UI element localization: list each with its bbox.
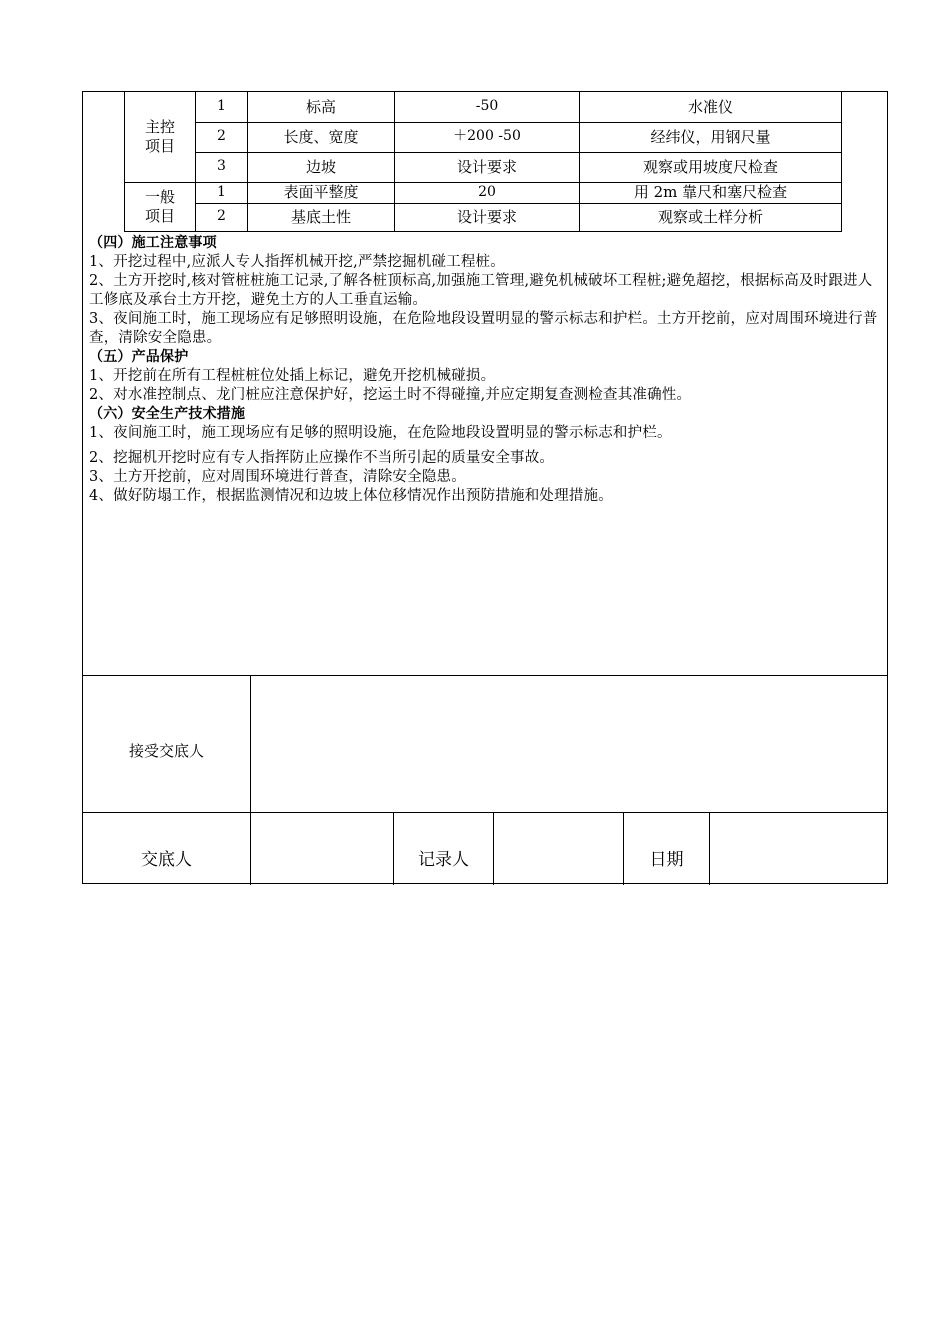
row-no: 1 [196,182,248,203]
note-item: 1、开挖过程中,应派人专人指挥机械开挖,严禁挖掘机碰工程桩。 [89,254,505,270]
note-item: 3、土方开挖前，应对周围环境进行普查，清除安全隐患。 [89,469,466,485]
group-name: 一般项目 [125,182,196,231]
divider [83,675,887,676]
row-tolerance: 20 [395,182,580,203]
recorder-label: 记录人 [418,850,469,870]
row-tolerance: 设计要求 [395,152,580,182]
row-tolerance: -50 [395,92,580,122]
row-item: 基底土性 [248,203,395,231]
note-item: 2、对水准控制点、龙门桩应注意保护好，挖运土时不得碰撞,并应定期复查测检查其准确性。 [89,387,692,403]
row-item: 标高 [248,92,395,122]
table-row [125,92,842,122]
table-row [125,203,842,231]
note-item: 1、开挖前在所有工程桩桩位处插上标记，避免开挖机械碰损。 [89,368,496,384]
date-label: 日期 [649,850,684,870]
discloser-label: 交底人 [141,850,192,870]
construction-notes [89,234,885,506]
row-no: 2 [196,122,248,152]
row-no: 1 [196,92,248,122]
row-method: 观察或用坡度尺检查 [580,152,842,182]
note-item: 2、土方开挖时,核对管桩桩施工记录,了解各桩顶标高,加强施工管理,避免机械破坏工程桩;避免超挖，根据标高及时跟进人工修底及承台土方开挖，避免土方的人工垂直运输。 [89,273,873,308]
section-heading: （五）产品保护 [89,349,189,365]
row-method: 用 2m 靠尺和塞尺检查 [580,182,842,203]
row-no: 2 [196,203,248,231]
table-row [125,152,842,182]
section-heading: （六）安全生产技术措施 [89,406,246,422]
note-item: 1、夜间施工时，施工现场应有足够的照明设施，在危险地段设置明显的警示标志和护栏。 [89,425,672,441]
disclosure-form [82,91,888,884]
row-method: 经纬仪，用钢尺量 [580,122,842,152]
divider [709,812,710,885]
row-no: 3 [196,152,248,182]
row-item: 长度、宽度 [248,122,395,152]
note-item: 3、夜间施工时，施工现场应有足够照明设施，在危险地段设置明显的警示标志和护栏。土方开挖前，应对周围环境进行普查，清除安全隐患。 [89,311,878,346]
note-item: 2、挖掘机开挖时应有专人指挥防止应操作不当所引起的质量安全事故。 [89,450,555,466]
divider [83,812,887,813]
row-item: 边坡 [248,152,395,182]
row-item: 表面平整度 [248,182,395,203]
receiver-label: 接受交底人 [128,742,204,760]
acceptance-spec-table [124,92,842,232]
divider [250,675,251,885]
divider [493,812,494,885]
table-row [125,122,842,152]
row-method: 观察或土样分析 [580,203,842,231]
table-row [125,182,842,203]
section-heading: （四）施工注意事项 [89,235,217,251]
group-name: 主控项目 [125,92,196,182]
note-item: 4、做好防塌工作，根据监测情况和边坡上体位移情况作出预防措施和处理措施。 [89,488,613,504]
row-method: 水准仪 [580,92,842,122]
row-tolerance: 设计要求 [395,203,580,231]
row-tolerance: ＋200 -50 [395,122,580,152]
